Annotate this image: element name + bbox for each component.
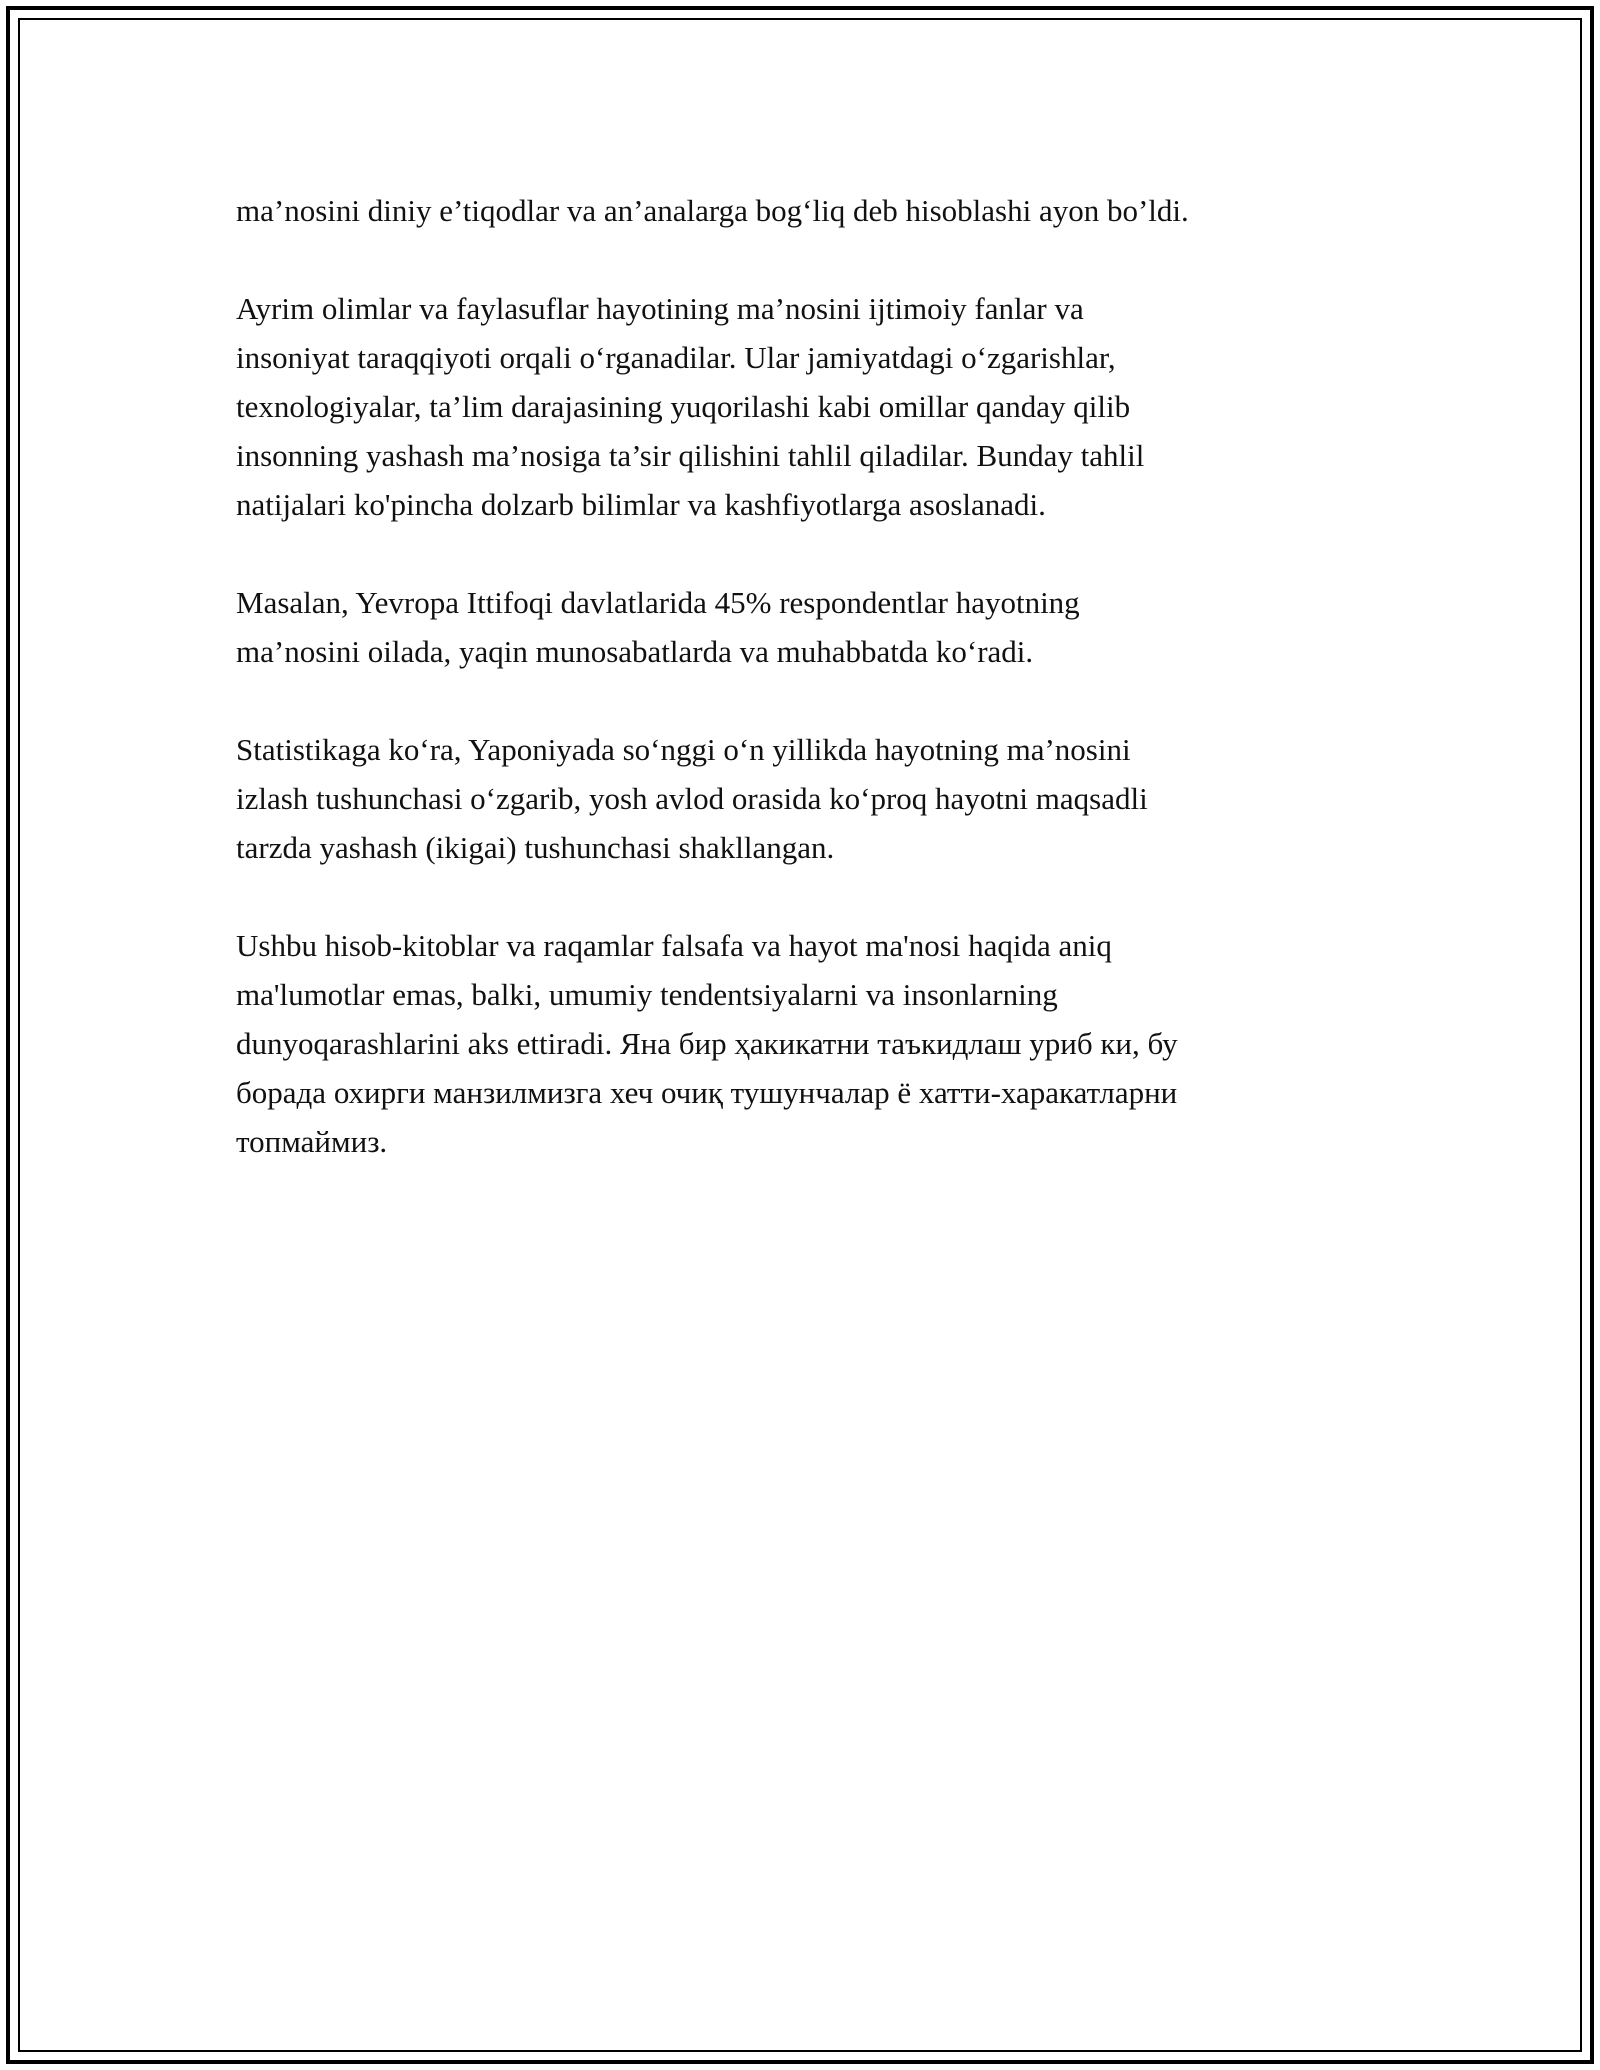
- text-line: dunyoqarashlarini aks ettiradi. Яна бир ҳакикатни таъкидлаш уриб ки, бу: [236, 1026, 1178, 1061]
- text-line: ma'lumotlar emas, balki, umumiy tendentsiyalarni va insonlarning: [236, 977, 1058, 1012]
- text-line: tarzda yashash (ikigai) tushunchasi shakllangan.: [236, 830, 835, 865]
- text-line: izlash tushunchasi o‘zgarib, yosh avlod orasida ko‘proq hayotni maqsadli: [236, 781, 1148, 816]
- text-line: Ayrim olimlar va faylasuflar hayotining ma’nosini ijtimoiy fanlar va: [236, 291, 1084, 326]
- document-body: [236, 186, 1396, 1215]
- text-line: Masalan, Yevropa Ittifoqi davlatlarida 45% respondentlar hayotning: [236, 585, 1080, 620]
- text-line: Ushbu hisob-kitoblar va raqamlar falsafa va hayot ma'nosi haqida aniq: [236, 928, 1112, 963]
- text-line: борада охирги манзилмизга хеч очиқ тушунчалар ё хатти-харакатларни: [236, 1075, 1178, 1110]
- paragraph-5: [236, 921, 1396, 1166]
- text-line: insonning yashash ma’nosiga ta’sir qilishini tahlil qiladilar. Bunday tahlil: [236, 438, 1145, 473]
- paragraph-3: [236, 578, 1396, 676]
- text-line: Statistikaga ko‘ra, Yaponiyada so‘nggi o‘n yillikda hayotning ma’nosini: [236, 732, 1131, 767]
- paragraph-4: [236, 725, 1396, 872]
- text-line: insoniyat taraqqiyoti orqali o‘rganadilar. Ular jamiyatdagi o‘zgarishlar,: [236, 340, 1116, 375]
- text-line: ma’nosini diniy e’tiqodlar va an’analarga bog‘liq deb hisoblashi ayon bo’ldi.: [236, 193, 1189, 228]
- text-line: ma’nosini oilada, yaqin munosabatlarda va muhabbatda ko‘radi.: [236, 634, 1034, 669]
- paragraph-2: [236, 284, 1396, 529]
- paragraph-1: [236, 186, 1396, 235]
- text-line: топмаймиз.: [236, 1124, 388, 1159]
- text-line: texnologiyalar, ta’lim darajasining yuqorilashi kabi omillar qanday qilib: [236, 389, 1131, 424]
- text-line: natijalari ko'pincha dolzarb bilimlar va kashfiyotlarga asoslanadi.: [236, 487, 1046, 522]
